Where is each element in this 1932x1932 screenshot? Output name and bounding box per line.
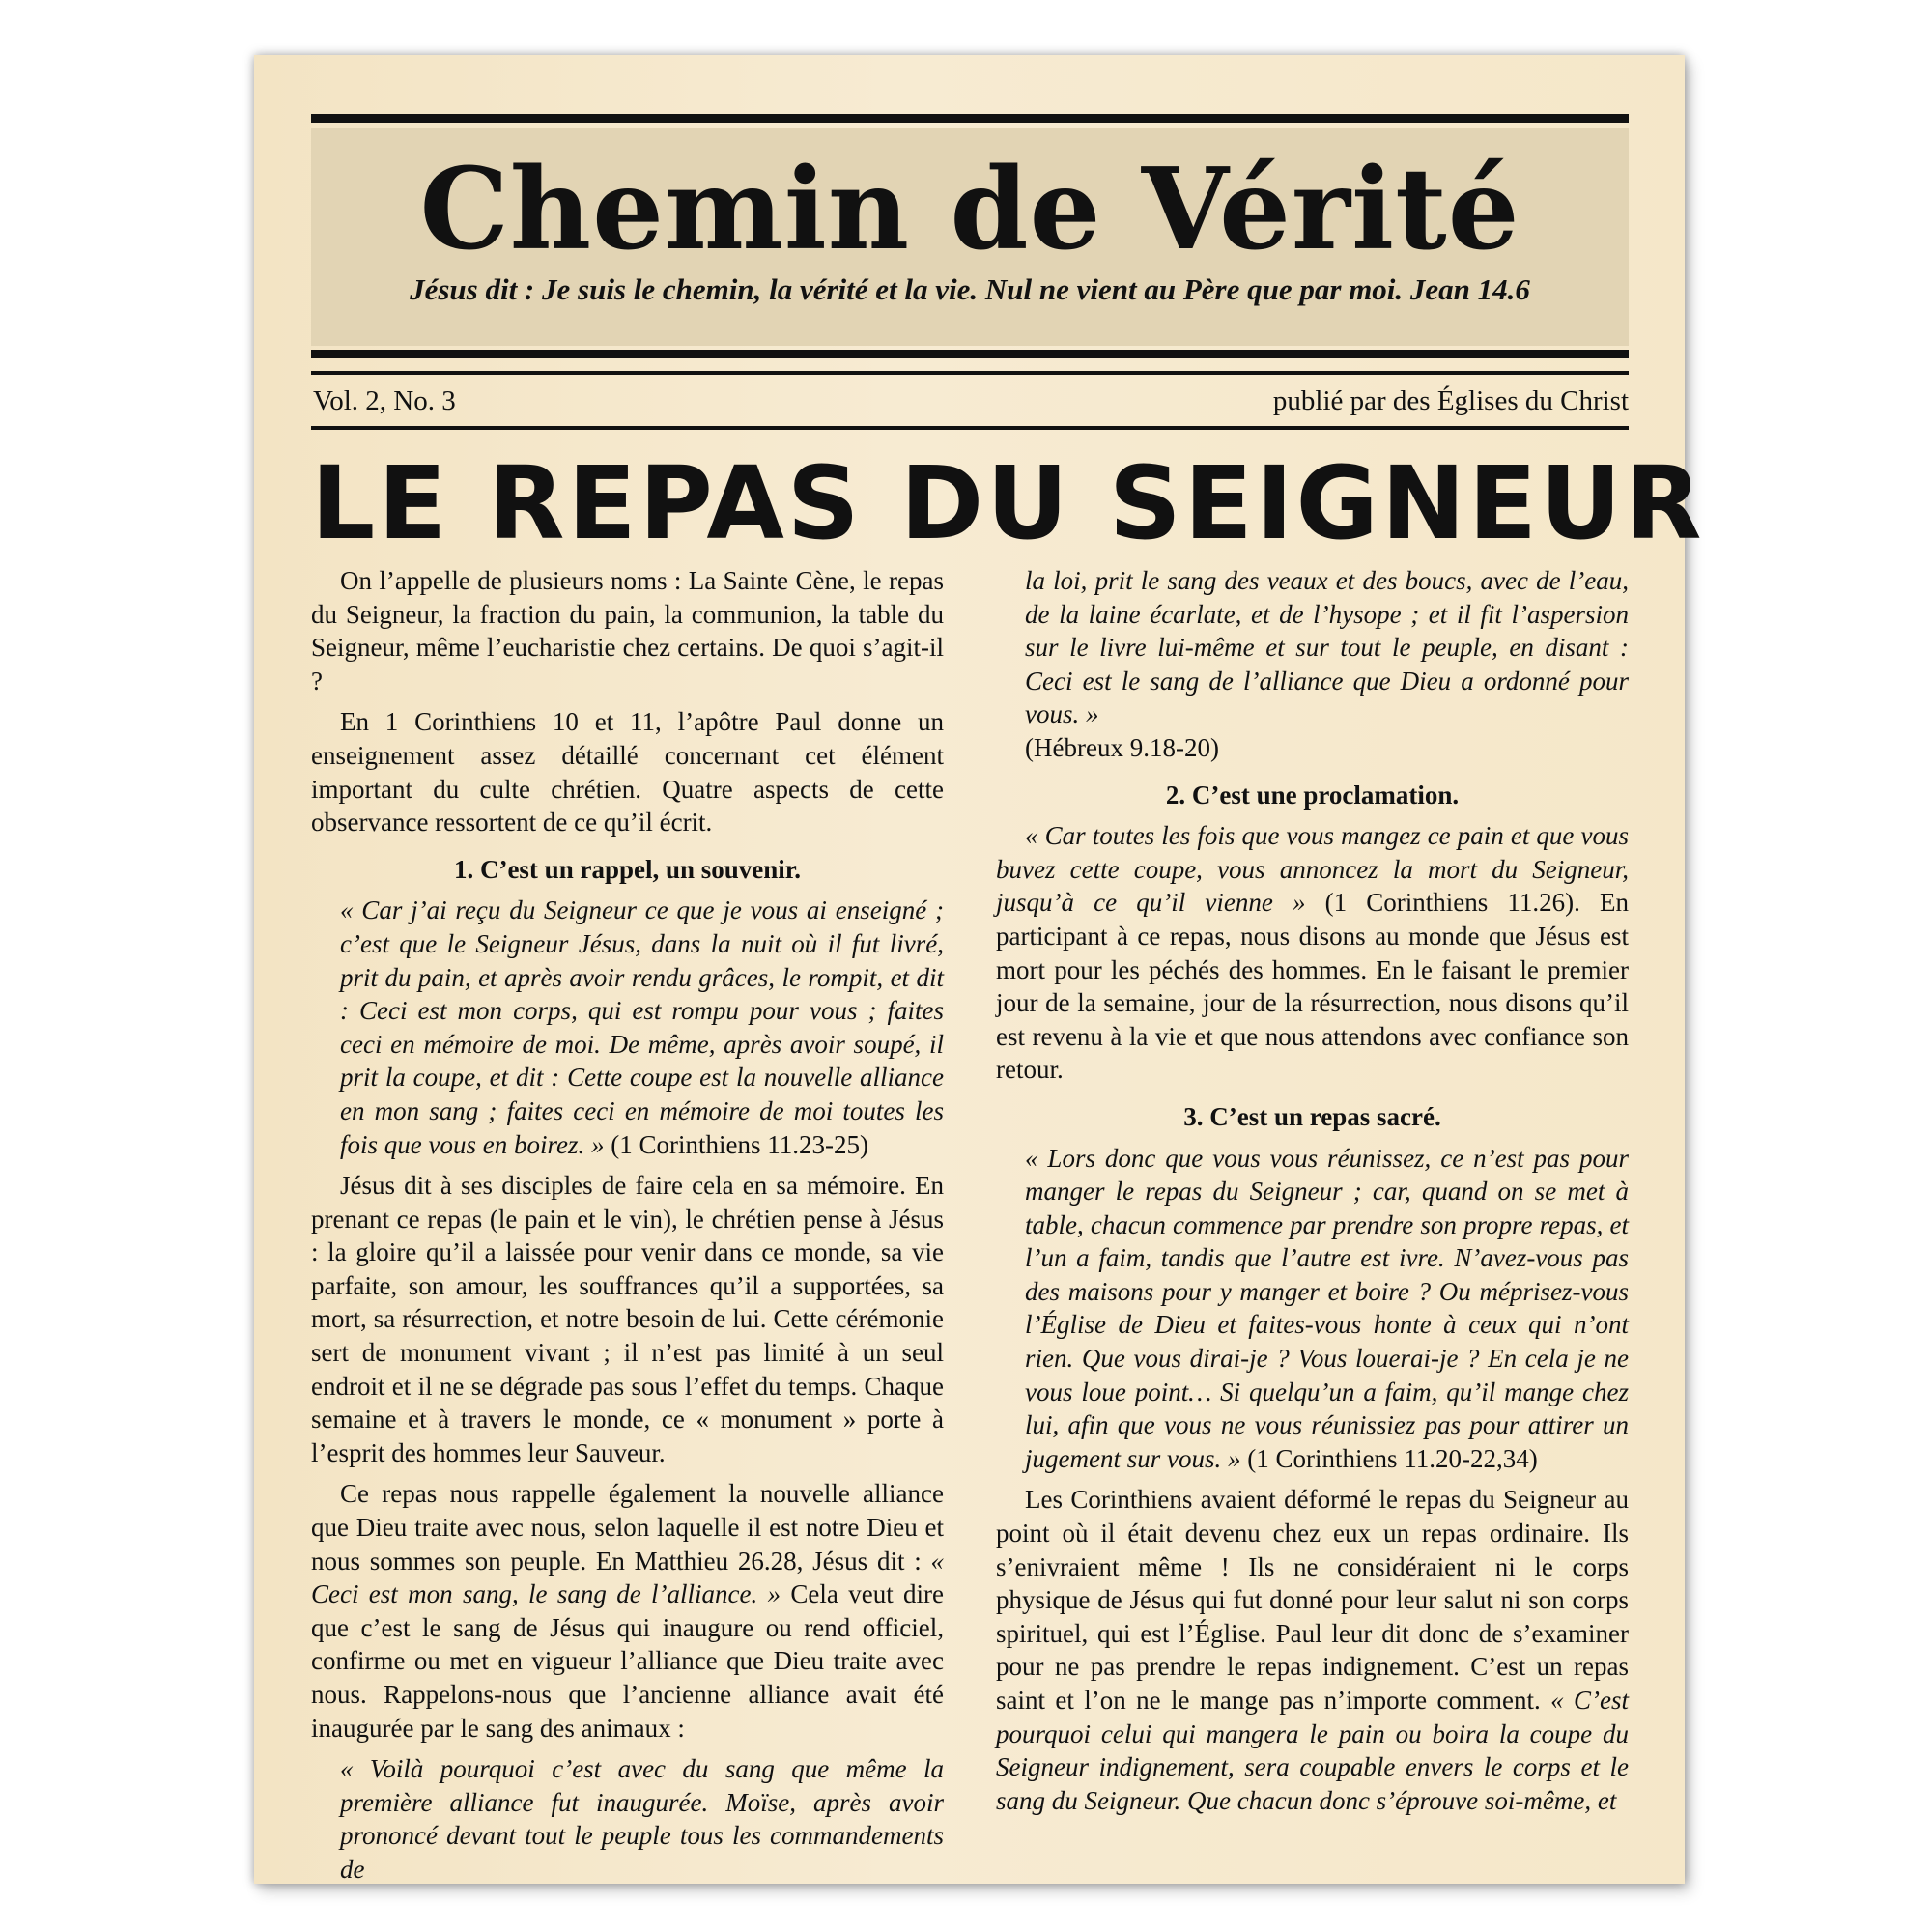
section-heading: 1. C’est un rappel, un souvenir. — [453, 854, 802, 884]
section-heading: 3. C’est un repas sacré. — [1183, 1101, 1441, 1131]
quote-text: « Voilà pourquoi c’est avec du sang que même la première alliance fut inaugurée. Moïse, après avoir prononcé devant tout le peuple tous les commandements de — [340, 1754, 944, 1884]
article-headline: LE REPAS DU SEIGNEUR — [311, 444, 1705, 562]
scripture-reference: (1 Corinthiens 11.23-25) — [611, 1129, 868, 1159]
paragraph-text: Ce repas nous rappelle également la nouvelle alliance que Dieu traite avec nous, selon laquelle il est notre Dieu et nous sommes son peuple. En Matthieu 26.28, Jésus dit : — [311, 1479, 944, 1576]
scripture-quote — [1025, 1142, 1629, 1476]
paragraph-text: Cela veut dire que c’est le sang de Jésus qui inaugure ou rend officiel, confirme ou met en vigueur l’alliance que Dieu traite avec nous. Rappelons-nous que l’ancienne alliance avait été inaugurée par le sang des animaux : — [311, 1579, 945, 1743]
inline-quote: « C’est pourquoi celui qui mangera le pain ou boira la coupe du Seigneur indignement, sera coupable envers le corps et le sang du Seigneur. Que chacun donc s’éprouve soi-même, et — [996, 1686, 1629, 1815]
paragraph — [996, 1483, 1629, 1817]
quote-text: « Lors donc que vous vous réunissez, ce n’est pas pour manger le repas du Seigneur ; car, quand on se met à table, chacun commence par prendre son propre repas, et l’un a faim, tandis que l’autre est ivre. N’avez-vous pas des maisons pour y manger et boire ? Ou méprisez-vous l’Église de Dieu et faites-vous honte à ceux qui n’ont rien. Que vous dirai-je ? Vous louerai-je ? En cela je ne vous loue point… Si quelqu’un a faim, qu’il mange chez lui, afin que vous ne vous réunissiez pas pour attirer un jugement sur vous. » — [1025, 1143, 1629, 1473]
publisher-line: publié par des Églises du Christ — [1272, 385, 1629, 416]
article-column-right — [996, 564, 1629, 1820]
quote-text: la loi, prit le sang des veaux et des boucs, avec de l’eau, de la laine écarlate, et de l’hysope ; et il fit l’aspersion sur le livre lui-même et sur tout le peuple, en disant : Ceci est le sang de l’alliance que Dieu a ordonné pour vous. » — [1025, 566, 1629, 729]
masthead-title: Chemin de Vérité — [419, 144, 1520, 275]
paragraph — [311, 1477, 944, 1745]
paragraph: On l’appelle de plusieurs noms : La Sainte Cène, le repas du Seigneur, la fraction du pain, la communion, la table du Seigneur, même l’eucharistie chez certains. De quoi s’agit-il ? — [311, 566, 944, 696]
masthead-top-rule — [311, 114, 1629, 123]
scripture-reference: (1 Corinthiens 11.20-22,34) — [1247, 1443, 1538, 1473]
scripture-quote — [340, 1752, 944, 1886]
inline-quote: « Car toutes les fois que vous mangez ce pain et que vous buvez cette coupe, vous annoncez la mort du Seigneur, jusqu’à ce qu’il vienne » — [996, 821, 1629, 918]
scripture-quote — [340, 894, 944, 1161]
paragraph-text: Les Corinthiens avaient déformé le repas du Seigneur au point où il était devenu chez eux un repas ordinaire. Ils s’enivraient même ! Ils ne considéraient ni le corps physique de Jésus qui fut donné pour leur salut ni son corps spirituel, qui est l’Église. Paul leur dit donc de s’examiner pour ne pas prendre le repas indignement. C’est un repas saint et l’on ne le mange pas n’importe comment. — [996, 1485, 1629, 1715]
inline-quote: « Ceci est mon sang, le sang de l’alliance. » — [311, 1546, 945, 1609]
scripture-reference: (Hébreux 9.18-20) — [1025, 732, 1219, 762]
quote-text: « Car j’ai reçu du Seigneur ce que je vous ai enseigné ; c’est que le Seigneur Jésus, dans la nuit où il fut livré, prit du pain, et après avoir rendu grâces, le rompit, et dit : Ceci est mon corps, qui est rompu pour vous ; faites ceci en mémoire de moi. De même, après avoir soupé, il prit la coupe, et dit : Cette coupe est la nouvelle alliance en mon sang ; faites ceci en mémoire de moi toutes les fois que vous en boirez. » — [340, 895, 944, 1159]
paragraph — [996, 819, 1629, 1087]
article-column-left — [311, 564, 945, 1884]
volume-number: Vol. 2, No. 3 — [313, 385, 456, 416]
masthead-subtitle: Jésus dit : Je suis le chemin, la vérité et la vie. Nul ne vient au Père que par moi. Jean 14.6 — [410, 272, 1530, 306]
paragraph-text: (1 Corinthiens 11.26). En participant à ce repas, nous disons au monde que Jésus est mort pour les péchés des hommes. En le faisant le premier jour de la semaine, jour de la résurrection, nous disons qu’il est revenu à la vie et que nous attendons avec confiance son retour. — [996, 888, 1630, 1085]
section-heading: 2. C’est une proclamation. — [1165, 780, 1460, 810]
masthead-thin-rule — [311, 371, 1629, 375]
masthead-bottom-rule — [311, 350, 1629, 358]
issue-info-rule — [311, 426, 1629, 430]
paragraph: Jésus dit à ses disciples de faire cela en sa mémoire. En prenant ce repas (le pain et le vin), le chrétien pense à Jésus : la gloire qu’il a laissée pour venir dans ce monde, sa vie parfaite, son amour, les souffrances qu’il a supportées, sa mort, sa résurrection, et notre besoin de lui. Cette cérémonie sert de monument vivant ; il n’est pas limité à un seul endroit et il ne se dégrade pas sous l’effet du temps. Chaque semaine et à travers le monde, ce « monument » porte à l’esprit des hommes leur Sauveur. — [311, 1171, 944, 1467]
scripture-quote-continued — [1025, 564, 1629, 765]
paragraph: En 1 Corinthiens 10 et 11, l’apôtre Paul donne un enseignement assez détaillé concernant cet élément important du culte chrétien. Quatre aspects de cette observance ressortent de ce qu’il écrit. — [311, 707, 944, 838]
